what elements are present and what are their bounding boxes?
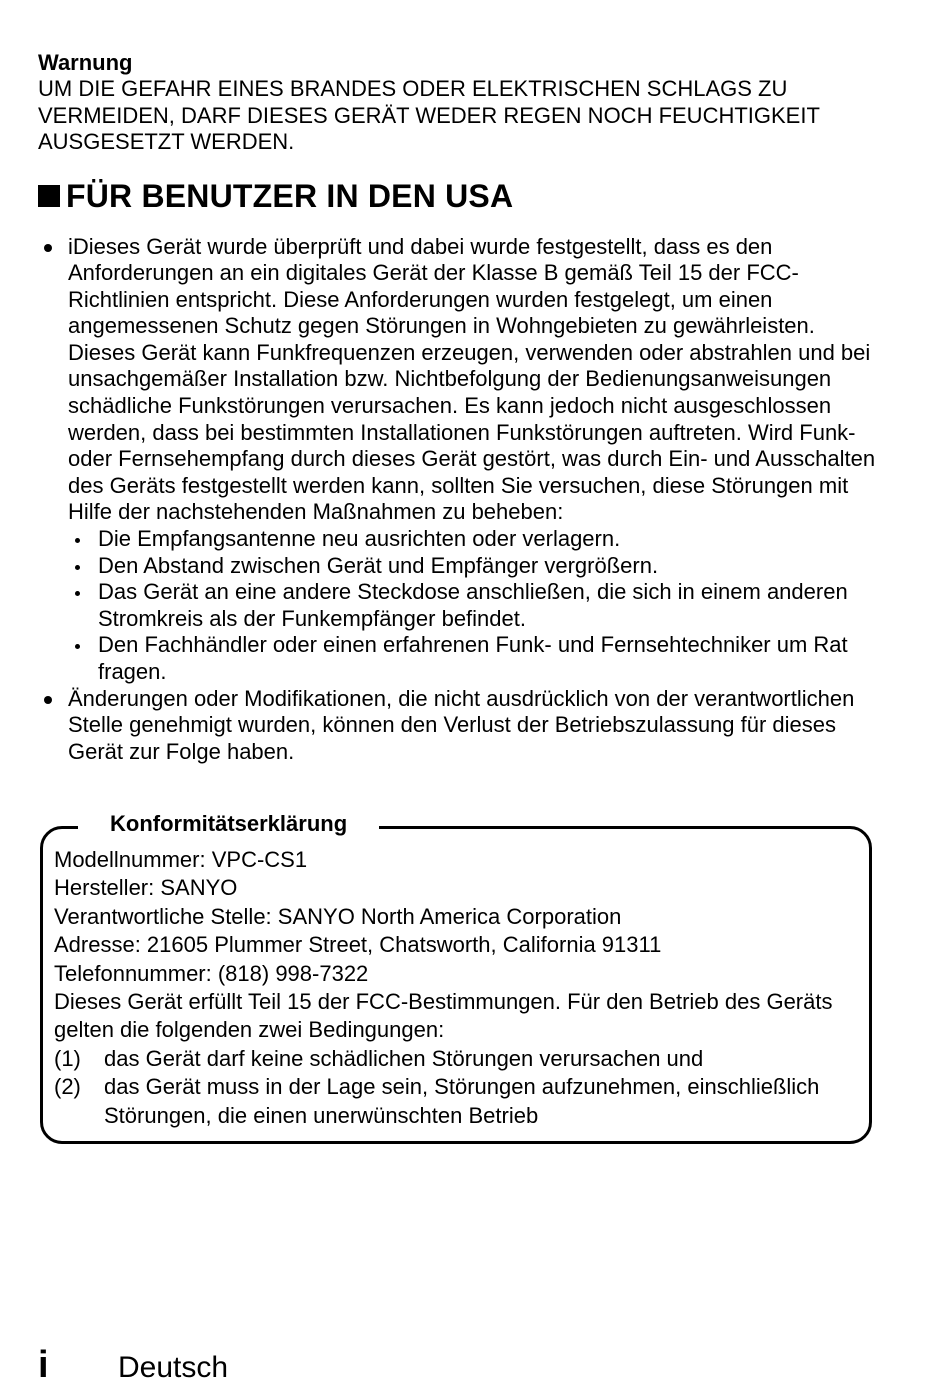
bullet-dot-icon	[44, 696, 52, 704]
page-footer	[38, 1344, 229, 1386]
sub-item-text: Das Gerät an eine andere Steckdose anschließen, die sich in einem anderen Stromkreis als der Funkempfänger befindet.	[98, 579, 848, 631]
sub-bullet-dot-icon	[75, 591, 80, 596]
bullet-item	[38, 686, 883, 766]
page-content	[38, 50, 883, 765]
condition-number: (2)	[54, 1074, 81, 1100]
responsible-party: Verantwortliche Stelle: SANYO North America Corporation	[54, 903, 622, 929]
condition-number: (1)	[54, 1045, 81, 1071]
condition-text: das Gerät darf keine schädlichen Störungen verursachen und	[104, 1045, 704, 1071]
sub-item-text: Den Abstand zwischen Gerät und Empfänger vergrößern.	[98, 552, 659, 578]
sub-item-text: Den Fachhändler oder einen erfahrenen Funk- und Fernsehtechniker um Rat fragen.	[98, 632, 848, 684]
phone-number: Telefonnummer: (818) 998-7322	[54, 960, 369, 986]
sub-item	[38, 526, 883, 553]
sub-item	[38, 553, 883, 580]
bullet-list	[38, 234, 883, 766]
condition-text: das Gerät muss in der Lage sein, Störungen aufzunehmen, einschließlich Störungen, die einen unerwünschten Betrieb	[104, 1074, 820, 1128]
bullet-text: iDieses Gerät wurde überprüft und dabei wurde festgestellt, dass es den Anforderungen an ein digitales Gerät der Klasse B gemäß Teil 15 der FCC-Richtlinien entspricht. Diese Anforderungen wurden festgelegt, um einen angemessenen Schutz gegen Störungen in Wohngebieten zu gewährleisten. Dieses Gerät kann Funkfrequenzen erzeugen, verwenden oder abstrahlen und bei unsachgemäßer Installation bzw. Nichtbefolgung der Bedienungsanweisungen schädliche Funkstörungen verursachen. Es kann jedoch nicht ausgeschlossen werden, dass bei bestimmten Installationen Funkstörungen auftreten. Wird Funk- oder Fernsehempfang durch dieses Gerät gestört, was durch Ein- und Ausschalten des Geräts festgestellt werden kann, sollten Sie versuchen, diese Störungen mit Hilfe der nachstehenden Maßnahmen zu beheben:	[68, 233, 876, 525]
compliance-statement: Dieses Gerät erfüllt Teil 15 der FCC-Bestimmungen. Für den Betrieb des Geräts gelten die folgenden zwei Bedingungen:	[54, 989, 833, 1043]
condition-item	[54, 1073, 854, 1130]
bullet-item	[38, 234, 883, 527]
sub-item	[38, 579, 883, 632]
condition-item	[54, 1045, 854, 1073]
bullet-dot-icon	[44, 244, 52, 252]
section-heading	[38, 178, 883, 214]
page-number: i	[38, 1344, 49, 1386]
conformity-content	[54, 846, 854, 1130]
bullet-text: Änderungen oder Modifikationen, die nicht ausdrücklich von der verantwortlichen Stelle genehmigt wurden, können den Verlust der Betriebszulassung für dieses Gerät zur Folge haben.	[68, 685, 855, 764]
footer-language: Deutsch	[118, 1351, 229, 1384]
sub-bullet-dot-icon	[75, 538, 80, 543]
conformity-title: Konformitätserklärung	[78, 810, 379, 838]
warning-title: Warnung	[38, 50, 133, 75]
manufacturer: Hersteller: SANYO	[54, 875, 238, 901]
warning-text: UM DIE GEFAHR EINES BRANDES ODER ELEKTRISCHEN SCHLAGS ZU VERMEIDEN, DARF DIESES GERÄT WEDER REGEN NOCH FEUCHTIGKEIT AUSGESETZT WERDEN.	[38, 76, 820, 154]
square-bullet-icon	[38, 185, 60, 207]
model-number: Modellnummer: VPC-CS1	[54, 847, 308, 872]
address: Adresse: 21605 Plummer Street, Chatsworth, California 91311	[54, 932, 662, 958]
sub-bullet-dot-icon	[75, 644, 80, 649]
sub-item-text: Die Empfangsantenne neu ausrichten oder verlagern.	[98, 526, 621, 552]
conformity-declaration	[40, 811, 872, 1142]
section-heading-text: FÜR BENUTZER IN DEN USA	[66, 177, 514, 214]
sub-item	[38, 632, 883, 685]
sub-bullet-dot-icon	[75, 565, 80, 570]
